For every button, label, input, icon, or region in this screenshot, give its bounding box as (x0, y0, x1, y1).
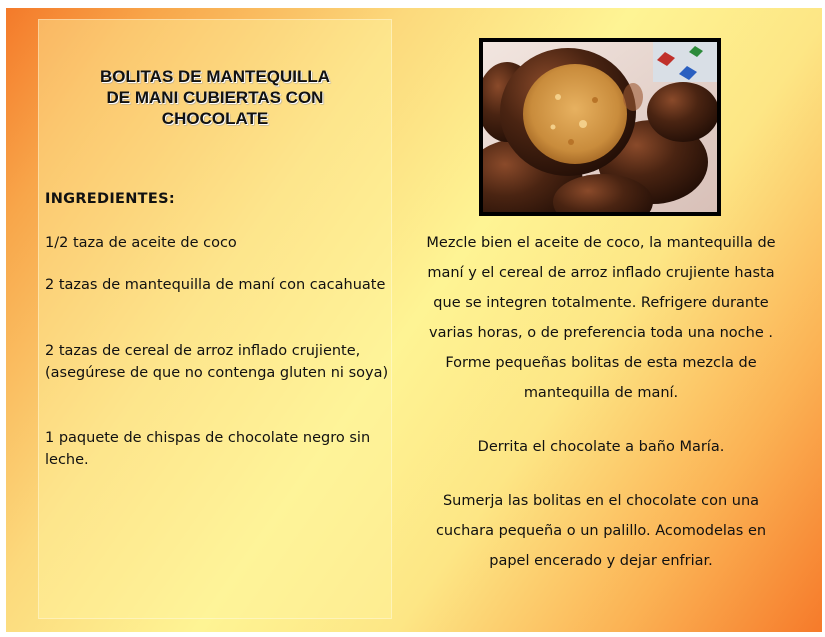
instruction-paragraph: Derrita el chocolate a baño María. (477, 439, 725, 455)
ingredients-heading: INGREDIENTES: (45, 191, 175, 207)
title-line-3: CHOCOLATE (161, 109, 269, 128)
recipe-title (60, 66, 370, 129)
recipe-photo-frame (479, 38, 721, 216)
instruction-paragraph: Mezcle bien el aceite de coco, la mantequilla de maní y el cereal de arroz inflado crujiente hasta que se integren totalmente. Refrigere durante varias horas, o de preferencia toda una noche . Forme pequeñas bolitas de esta mezcla de mantequilla de maní. (426, 235, 776, 401)
ingredient-item: 1 paquete de chispas de chocolate negro sin leche. (45, 430, 371, 468)
title-line-2: DE MANI CUBIERTAS CON (106, 88, 324, 107)
ingredient-item: 1/2 taza de aceite de coco (45, 235, 237, 251)
ingredient-item: 2 tazas de mantequilla de maní con cacahuate (45, 277, 386, 293)
instruction-paragraph: Sumerja las bolitas en el chocolate con una cuchara pequeña o un palillo. Acomodelas en papel encerado y dejar enfriar. (435, 493, 767, 569)
ingredient-item: 2 tazas de cereal de arroz inflado crujiente, (asegúrese de que no contenga gluten ni soya) (45, 343, 389, 381)
title-line-1: BOLITAS DE MANTEQUILLA (99, 67, 331, 86)
recipe-photo (483, 42, 717, 212)
